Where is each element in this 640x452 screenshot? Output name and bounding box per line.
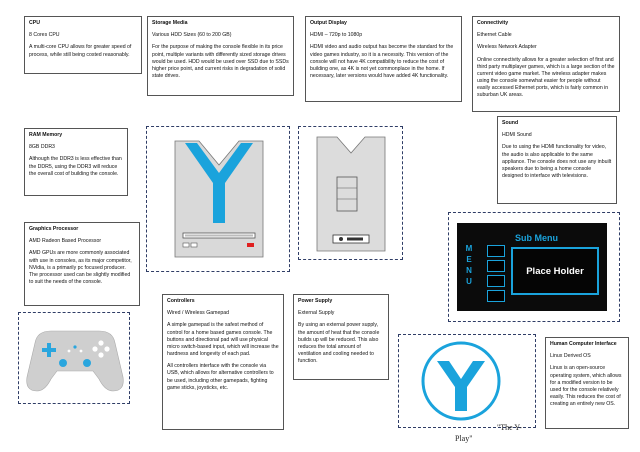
menu-placeholder-panel[interactable] — [511, 247, 599, 295]
console-body-side — [317, 137, 385, 251]
center-button — [80, 350, 83, 353]
gpu-body: AMD GPUs are more commonly associated with use in consoles, as its major competitor, NVidia, is a primarily pc focused producer. The processor used can be slightly modified to suit the needs of the console. — [29, 250, 132, 286]
hdmi-port — [347, 238, 363, 241]
gpu-title: Graphics Processor — [29, 226, 79, 232]
ram-body: Although the DDR3 is less effective than the DDR5, using the DDR3 will reduce the overall cost of building the console. — [29, 156, 122, 177]
menu-letter: U — [466, 277, 472, 286]
connectivity-subtitle-wireless: Wireless Network Adapter — [477, 44, 537, 51]
ram-subtitle: 8GB DDR3 — [29, 144, 55, 151]
menu-letter: M — [465, 244, 473, 253]
power-subtitle: External Supply — [298, 310, 335, 317]
gpu-subtitle: AMD Radeon Based Processor — [29, 238, 102, 245]
power-supply-box — [293, 294, 389, 380]
hci-box — [545, 337, 629, 429]
storage-box — [147, 16, 294, 96]
output-subtitle: HDMI – 720p to 1080p — [310, 32, 363, 39]
ram-box — [24, 128, 128, 196]
controllers-subtitle: Wired / Wireless Gamepad — [167, 310, 229, 317]
console-front-frame — [146, 126, 290, 272]
front-port — [191, 243, 197, 247]
center-button — [68, 350, 71, 353]
y-play-logo — [399, 335, 537, 429]
gamepad-body — [27, 331, 124, 391]
eject-indicator — [247, 243, 254, 247]
sound-title: Sound — [502, 120, 519, 126]
face-button — [104, 346, 109, 351]
power-socket — [339, 237, 343, 241]
hci-body: Linux is an open-source operating system, which allows for a modified version to be used for the console relatively easily. This reduces the cost of creating an entirely new OS. — [550, 365, 622, 408]
gamepad-illustration — [19, 313, 131, 405]
cpu-body: A multi-core CPU allows for greater speed of process, while still being costed reasonably. — [29, 44, 132, 58]
analog-stick-right — [83, 359, 91, 367]
console-front-illustration — [147, 127, 291, 273]
controllers-body: A simple gamepad is the safest method of control for a home based games console. The buttons and directional pad will use physical micro switch-based input, which will increase the hardness and longevity of each pad. — [167, 322, 279, 358]
connectivity-body: Online connectivity allows for a greater selection of first and third party multiplayer games, which is a large section of the current video game market. The wireless adapter makes using the console somewhat easier for people without easily accessed Ethernet ports, which is fairly common in suburban UK areas. — [477, 56, 615, 99]
output-title: Output Display — [310, 20, 347, 26]
analog-stick-left — [59, 359, 67, 367]
hci-title: Human Computer Interface — [550, 341, 617, 347]
console-side-frame — [298, 126, 403, 260]
controllers-box — [162, 294, 284, 430]
sound-body: Due to using the HDMI functionality for video, the audio is also applicable to the same appliance. The console does not use any inbuilt speakers due to being a home console designed to interface with televisions. — [502, 144, 612, 180]
controllers-body-2: All controllers interface with the console via USB, which allows for alternative controllers to be used, including other gamepads, fighting game sticks, joysticks, etc. — [167, 363, 274, 391]
controllers-title: Controllers — [167, 298, 195, 304]
face-button — [92, 346, 97, 351]
menu-side-letters — [464, 243, 474, 287]
output-display-box — [305, 16, 462, 102]
menu-tile[interactable] — [487, 290, 505, 302]
output-body: HDMI video and audio output has become the standard for the video games industry, so it is a necessity. This version of the console will not have 4K compatibility to reduce the cost of building one, as 4K is not yet commonplace in the home. If necessary, later versions would have added 4K functionality. — [310, 44, 454, 80]
hci-subtitle: Linux Derived OS — [550, 353, 591, 360]
connectivity-subtitle-ethernet: Ethernet Cable — [477, 32, 512, 39]
ram-title: RAM Memory — [29, 132, 63, 138]
menu-letter: N — [466, 266, 472, 275]
controller-frame — [18, 312, 130, 404]
storage-title: Storage Media — [152, 20, 188, 26]
menu-mockup-frame — [448, 212, 620, 322]
logo-caption-2: Play" — [455, 434, 473, 443]
sound-subtitle: HDMI Sound — [502, 132, 532, 139]
power-title: Power Supply — [298, 298, 333, 304]
storage-body: For the purpose of making the console flexible in its price point, multiple variants with differently sized storage drives would be used. HDD would be used over SSD due to SSDs higher price point, and current risks in degradation of solid state drives. — [152, 44, 289, 80]
cpu-box — [24, 16, 142, 74]
connectivity-title: Connectivity — [477, 20, 509, 26]
logo-caption-1: "The Y- — [497, 423, 522, 432]
console-side-illustration — [299, 127, 404, 261]
cpu-subtitle: 8 Cores CPU — [29, 32, 60, 39]
graphics-processor-box — [24, 222, 140, 306]
menu-letter: E — [466, 255, 472, 264]
power-body: By using an external power supply, the amount of heat that the console builds up will be reduced. This also reduces the total amount of ventilation and cooling needed to function. — [298, 322, 380, 365]
menu-tile-column — [487, 245, 505, 302]
logo-frame — [398, 334, 536, 428]
storage-subtitle: Various HDD Sizes (60 to 200 GB) — [152, 32, 232, 39]
center-button — [73, 345, 76, 348]
connectivity-box — [472, 16, 620, 112]
menu-tile[interactable] — [487, 275, 505, 287]
menu-screen — [457, 223, 607, 311]
disc-slot-groove — [185, 235, 253, 237]
menu-tile[interactable] — [487, 260, 505, 272]
menu-tile[interactable] — [487, 245, 505, 257]
sound-box — [497, 116, 617, 204]
face-button — [98, 340, 103, 345]
front-port — [183, 243, 189, 247]
dpad-icon — [47, 343, 51, 357]
cpu-title: CPU — [29, 20, 40, 26]
menu-title: Sub Menu — [515, 233, 558, 243]
placeholder-label: Place Holder — [526, 265, 584, 277]
face-button — [98, 352, 103, 357]
